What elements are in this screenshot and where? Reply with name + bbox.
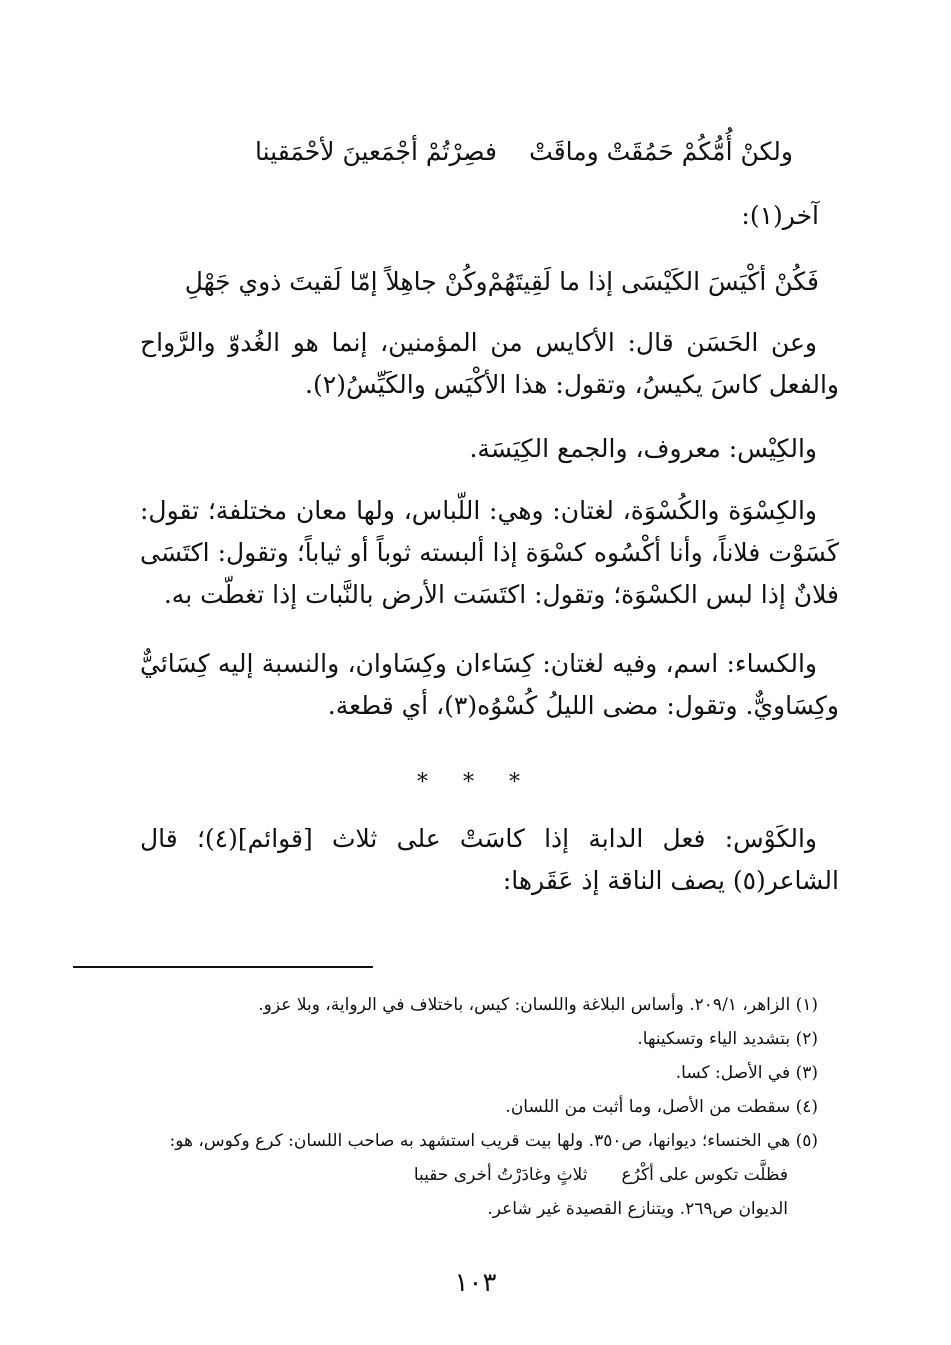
- verse-1-first-hemistich: ولكنْ أُمُّكُمْ حَمُقَتْ وماقَتْ: [529, 137, 793, 166]
- verse-1-second-hemistich: فصِرْتُمْ أجْمَعينَ لأحْمَقينا: [255, 137, 497, 166]
- paragraph-al-hasan: وعن الحَسَن قال: الأكايس من المؤمنين، إنما هو الغُدوّ والرَّواح والفعل كاسَ يكيسُ، وتقول: هذا الأكْيَس والكَيِّسُ(٢).: [140, 328, 839, 399]
- verse-2-first-hemistich: فَكُنْ أكْيَسَ الكَيْسَى إذا ما لَقِيتَهُمْ: [487, 267, 819, 296]
- section-separator: * * *: [417, 770, 534, 795]
- verse-2-second-hemistich: وكُنْ جاهِلاً إمّا لَقيتَ ذوي جَهْلِ: [184, 267, 488, 296]
- footnote-5-verse: [140, 1158, 818, 1192]
- footnotes: [140, 988, 818, 1226]
- page-number: ١٠٣: [454, 1268, 497, 1298]
- footnote-verse-second-hemistich: ثلاثٍ وغادَرْتُ أخرى حقيبا: [413, 1165, 588, 1185]
- footnote-5-source: الديوان ص٢٦٩. ويتنازع القصيدة غير شاعر.: [487, 1199, 788, 1219]
- paragraph-kaws: والكَوْس: فعل الدابة إذا كاسَتْ على ثلاث [قوائم](٤)؛ قال الشاعر(٥) يصف الناقة إذ عَقَرها:: [140, 824, 839, 895]
- paragraph-kis: والكِيْس: معروف، والجمع الكِيَسَة.: [469, 434, 817, 463]
- paragraph-kisa: والكساء: اسم، وفيه لغتان: كِسَاءان وكِسَاوان، والنسبة إليه كِسَائيٌّ وكِسَاويٌّ. وتقول: مضى الليلُ كُسْوُه(٣)، أي قطعة.: [140, 649, 839, 720]
- footnote-verse-first-hemistich: فظلَّت تكوس على أكْرُع: [621, 1165, 788, 1185]
- verse-1: [255, 132, 793, 172]
- verse-2: [184, 262, 819, 302]
- footnote-2: (٢) بتشديد الياء وتسكينها.: [637, 1029, 818, 1049]
- footnote-1: (١) الزاهر، ٢٠٩/١. وأساس البلاغة واللسان: كيس، باختلاف في الرواية، وبلا عزو.: [258, 995, 818, 1015]
- paragraph-kiswa: والكِسْوَة والكُسْوَة، لغتان: وهي: اللّباس، ولها معان مختلفة؛ تقول: كَسَوْت فلاناً، وأنا أكْسُوه كسْوَة إذا ألبسته ثوباً أو ثياباً؛ وتقول: اكتَسَى فلانٌ إذا لبس الكسْوَة؛ وتقول: اكتَسَت الأرض بالنَّبات إذا تغطّت به.: [140, 496, 839, 609]
- footnote-5: (٥) هي الخنساء؛ ديوانها، ص٣٥٠. ولها بيت قريب استشهد به صاحب اللسان: كرع وكوس، هو:: [169, 1131, 818, 1151]
- footnote-4: (٤) سقطت من الأصل، وما أثبت من اللسان.: [505, 1097, 818, 1117]
- footnote-3: (٣) في الأصل: كسا.: [675, 1063, 818, 1083]
- verse-intro: آخر(١):: [741, 201, 819, 230]
